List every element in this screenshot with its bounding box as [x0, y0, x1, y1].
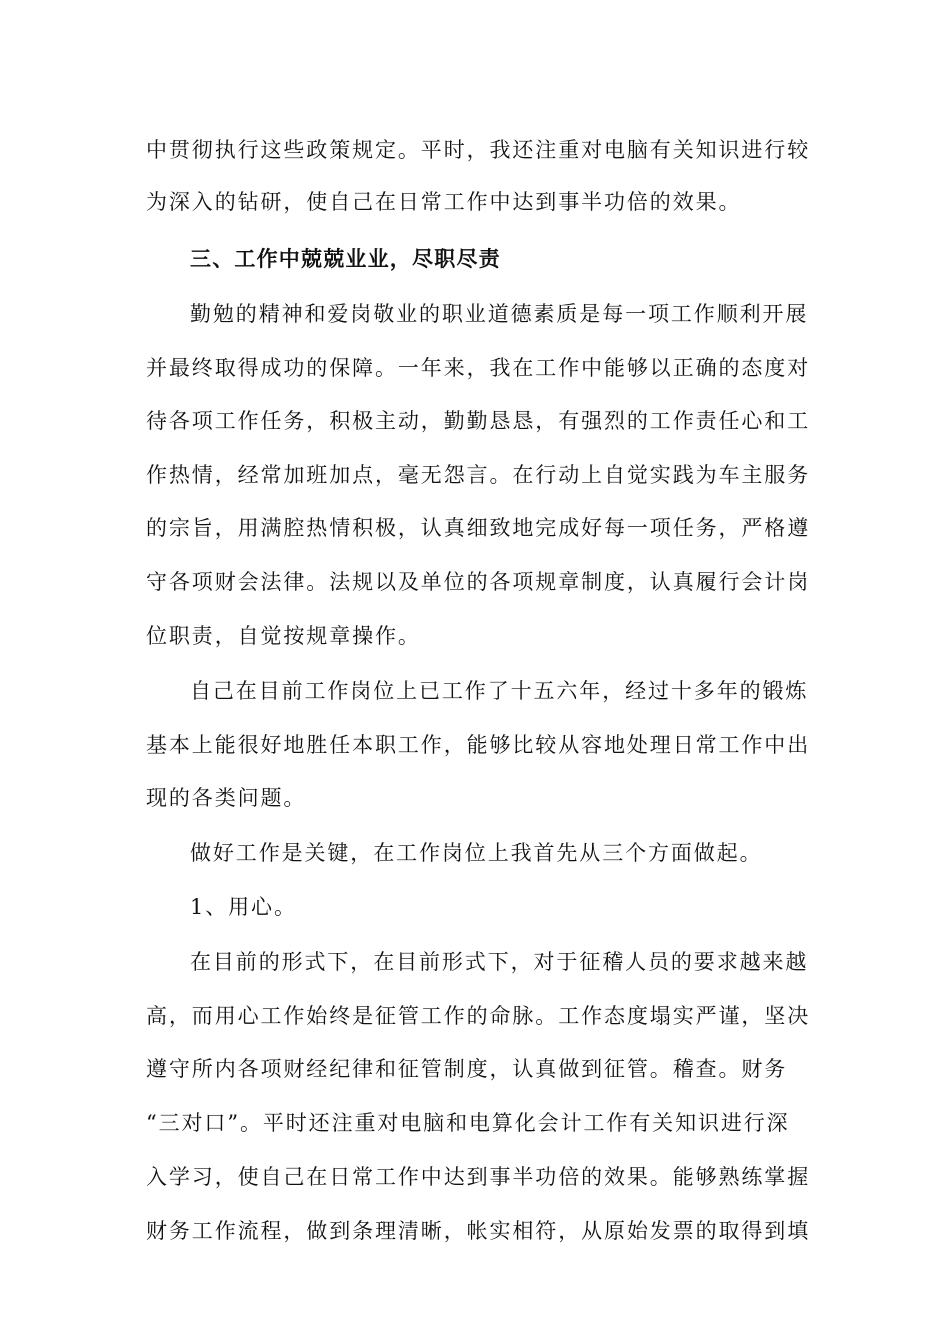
paragraph-line: 的宗旨，用满腔热情积极，认真细致地完成好每一项任务，严格遵: [146, 516, 811, 540]
paragraph-line: 基本上能很好地胜任本职工作，能够比较从容地处理日常工作中出: [146, 733, 811, 757]
list-item-label: 1、用心。: [190, 895, 297, 919]
paragraph-line: 现的各类问题。: [146, 786, 307, 810]
paragraph-line: 在目前的形式下，在目前形式下，对于征稽人员的要求越来越: [190, 950, 809, 974]
paragraph-line: 做好工作是关键，在工作岗位上我首先从三个方面做起。: [190, 841, 763, 865]
paragraph-line: 作热情，经常加班加点，毫无怨言。在行动上自觉实践为车主服务: [146, 463, 811, 487]
paragraph-line: 财务工作流程，做到条理清晰，帐实相符，从原始发票的取得到填: [146, 1219, 811, 1243]
paragraph-line: 为深入的钻研，使自己在日常工作中达到事半功倍的效果。: [146, 190, 742, 214]
paragraph-line: 遵守所内各项财经纪律和征管制度，认真做到征管。稽查。财务: [146, 1057, 788, 1081]
paragraph-line: 待各项工作任务，积极主动，勤勤恳恳，有强烈的工作责任心和工: [146, 409, 811, 433]
paragraph-line: 高，而用心工作始终是征管工作的命脉。工作态度塌实严谨，坚决: [146, 1004, 811, 1028]
paragraph-line: 位职责，自觉按规章操作。: [146, 624, 421, 648]
section-heading: 三、工作中兢兢业业，尽职尽责: [190, 247, 501, 271]
paragraph-line: 并最终取得成功的保障。一年来，我在工作中能够以正确的态度对: [146, 356, 811, 380]
paragraph-line: 守各项财会法律。法规以及单位的各项规章制度，认真履行会计岗: [146, 570, 811, 594]
paragraph-line: 中贯彻执行这些政策规定。平时，我还注重对电脑有关知识进行较: [146, 138, 811, 162]
paragraph-line: “三对口”。平时还注重对电脑和电算化会计工作有关知识进行深: [146, 1111, 790, 1135]
paragraph-line: 自己在目前工作岗位上已工作了十五六年，经过十多年的锻炼: [190, 679, 809, 703]
paragraph-line: 入学习，使自己在日常工作中达到事半功倍的效果。能够熟练掌握: [146, 1165, 811, 1189]
paragraph-line: 勤勉的精神和爱岗敬业的职业道德素质是每一项工作顺利开展: [190, 302, 809, 326]
